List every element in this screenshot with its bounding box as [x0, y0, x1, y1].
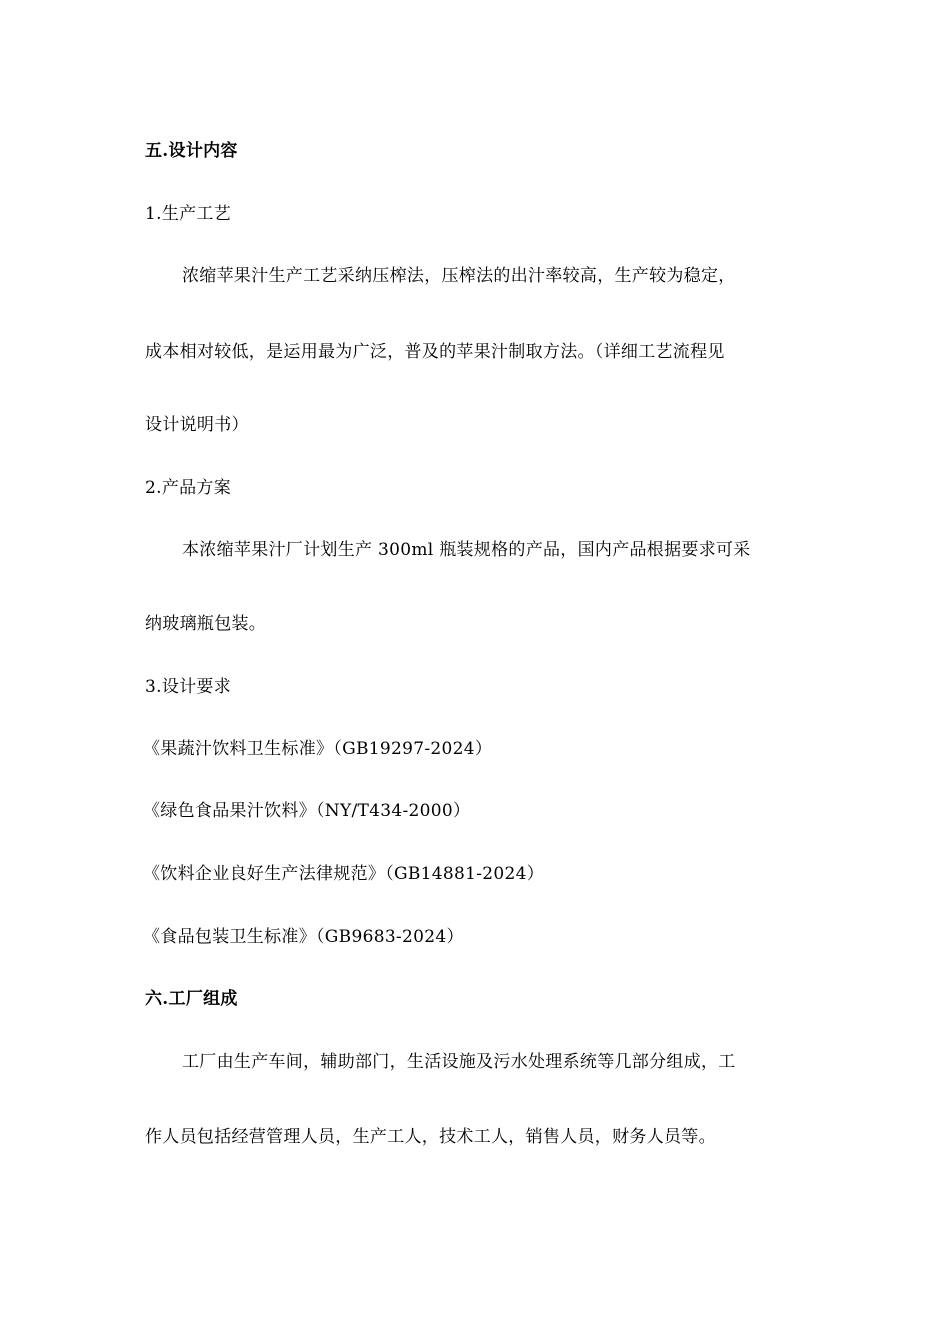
paragraph-line: 设计说明书）	[145, 415, 249, 435]
subsection-3-heading: 3.设计要求	[145, 677, 232, 697]
standard-reference: 《饮料企业良好生产法律规范》（GB14881-2024）	[143, 864, 545, 884]
paragraph-line: 本浓缩苹果汁厂计划生产 300ml 瓶装规格的产品，国内产品根据要求可采	[182, 540, 751, 560]
paragraph-line: 浓缩苹果汁生产工艺采纳压榨法，压榨法的出汁率较高，生产较为稳定，	[182, 266, 736, 286]
standard-reference: 《绿色食品果汁饮料》（NY/T434-2000）	[143, 801, 471, 821]
paragraph-line: 成本相对较低，是运用最为广泛，普及的苹果汁制取方法。（详细工艺流程见	[145, 342, 725, 362]
standard-reference: 《食品包装卫生标准》（GB9683-2024）	[143, 927, 464, 947]
subsection-2-heading: 2.产品方案	[145, 478, 232, 498]
paragraph-line: 工厂由生产车间，辅助部门，生活设施及污水处理系统等几部分组成，工	[182, 1052, 736, 1072]
paragraph-line: 纳玻璃瓶包装。	[145, 614, 267, 634]
subsection-1-heading: 1.生产工艺	[145, 204, 232, 224]
paragraph-line: 作人员包括经营管理人员，生产工人，技术工人，销售人员，财务人员等。	[145, 1127, 716, 1147]
standard-reference: 《果蔬汁饮料卫生标准》（GB19297-2024）	[143, 739, 493, 759]
section-6-heading: 六.工厂组成	[145, 989, 238, 1009]
section-5-heading: 五.设计内容	[145, 141, 238, 161]
